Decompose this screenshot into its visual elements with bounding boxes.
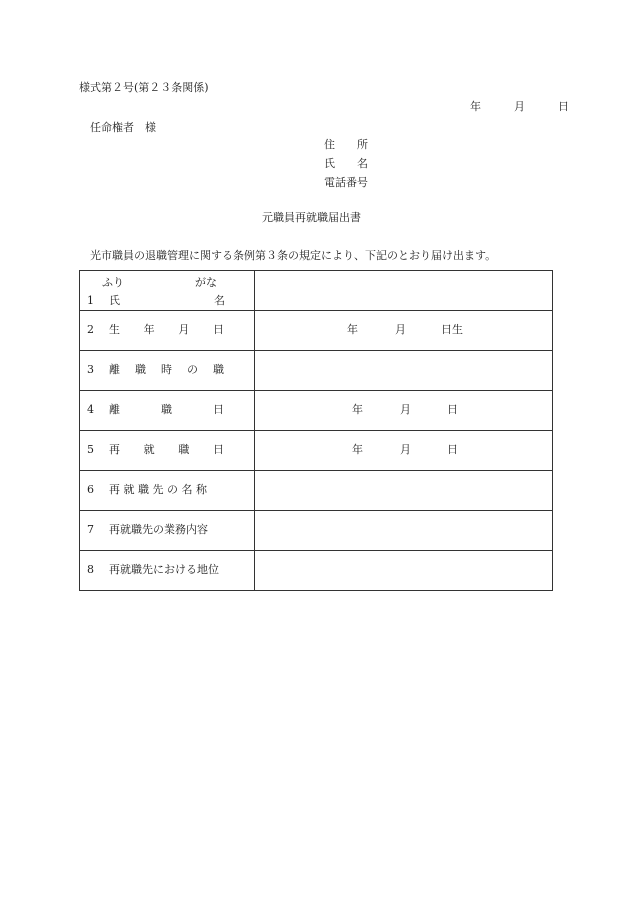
form-number: 様式第２号(第２３条関係) [79, 81, 209, 94]
name-field[interactable] [255, 271, 553, 311]
label-char: 生 [109, 323, 120, 336]
label-char: 年 [143, 323, 155, 336]
row-label [80, 311, 255, 351]
date-year: 年 [470, 100, 481, 113]
value-month: 月 [400, 443, 411, 456]
row-number: 4 [87, 403, 94, 416]
label-char: 離 [109, 403, 120, 416]
label-char: 就 [143, 443, 155, 456]
reemployment-date-label [109, 443, 224, 457]
table-row-job-description [80, 511, 553, 551]
label-char: 日 [213, 403, 224, 416]
value-year: 年 [347, 323, 358, 336]
label-char: 時 [161, 363, 172, 376]
date-month: 月 [514, 100, 525, 113]
job-description-field[interactable] [255, 511, 553, 551]
label-char: 離 [109, 363, 120, 376]
furigana-label-b: がな [195, 276, 217, 289]
document-title: 元職員再就職届出書 [262, 211, 361, 224]
value-month: 月 [400, 403, 411, 416]
row-number: 7 [87, 523, 94, 536]
name-label-a: 氏 [109, 294, 120, 307]
label-char: の [187, 363, 198, 376]
row-label [80, 511, 255, 551]
label-char: 職 [135, 363, 146, 376]
form-table [79, 270, 553, 591]
row-label [80, 471, 255, 511]
label-char: 職 [161, 403, 172, 416]
value-month: 月 [395, 323, 406, 336]
position-field[interactable] [255, 551, 553, 591]
label-char: 月 [178, 323, 190, 336]
table-row-employer-name [80, 471, 553, 511]
applicant-name-label: 氏 名 [324, 157, 368, 170]
date-day: 日 [558, 100, 569, 113]
value-day: 日生 [441, 323, 463, 336]
birthdate-field[interactable] [255, 311, 553, 351]
name-label-b: 名 [214, 294, 225, 307]
label-char: 日 [212, 443, 224, 456]
row-label [80, 271, 255, 311]
intro-text: 光市職員の退職管理に関する条例第３条の規定により、下記のとおり届け出ます。 [90, 249, 497, 262]
label-char: 職 [213, 363, 224, 376]
reemployment-date-field[interactable] [255, 431, 553, 471]
value-day: 日 [447, 443, 458, 456]
label-char: 職 [178, 443, 190, 456]
row-number: 8 [87, 563, 94, 576]
employer-name-field[interactable] [255, 471, 553, 511]
applicant-phone-label: 電話番号 [324, 176, 368, 189]
furigana-label-a: ふり [102, 276, 124, 289]
applicant-address-label: 住 所 [324, 138, 368, 151]
value-year: 年 [352, 403, 363, 416]
row-label [80, 551, 255, 591]
row-number: 5 [87, 443, 94, 456]
row-number: 6 [87, 483, 94, 496]
row-number: 1 [87, 294, 94, 307]
table-row-retirement-post [80, 351, 553, 391]
row-label [80, 351, 255, 391]
retirement-date-field[interactable] [255, 391, 553, 431]
applicant-block [324, 138, 368, 195]
addressee: 任命権者 様 [90, 121, 156, 134]
value-year: 年 [352, 443, 363, 456]
row-label [80, 431, 255, 471]
table-row-position [80, 551, 553, 591]
retirement-post-label [109, 363, 224, 377]
label-char: 再 [109, 443, 120, 456]
row-label [80, 391, 255, 431]
value-day: 日 [447, 403, 458, 416]
row-number: 2 [87, 323, 94, 336]
retirement-post-field[interactable] [255, 351, 553, 391]
table-row-retirement-date [80, 391, 553, 431]
row-number: 3 [87, 363, 94, 376]
table-row-birthdate [80, 311, 553, 351]
birthdate-label [109, 323, 224, 337]
employer-name-label: 再 就 職 先 の 名 称 [109, 483, 207, 496]
label-char: 日 [212, 323, 224, 336]
table-row-name [80, 271, 553, 311]
job-description-label: 再就職先の業務内容 [109, 523, 208, 536]
position-label: 再就職先における地位 [109, 563, 219, 576]
table-row-reemployment-date [80, 431, 553, 471]
retirement-date-label [109, 403, 224, 417]
date-line [470, 100, 569, 114]
